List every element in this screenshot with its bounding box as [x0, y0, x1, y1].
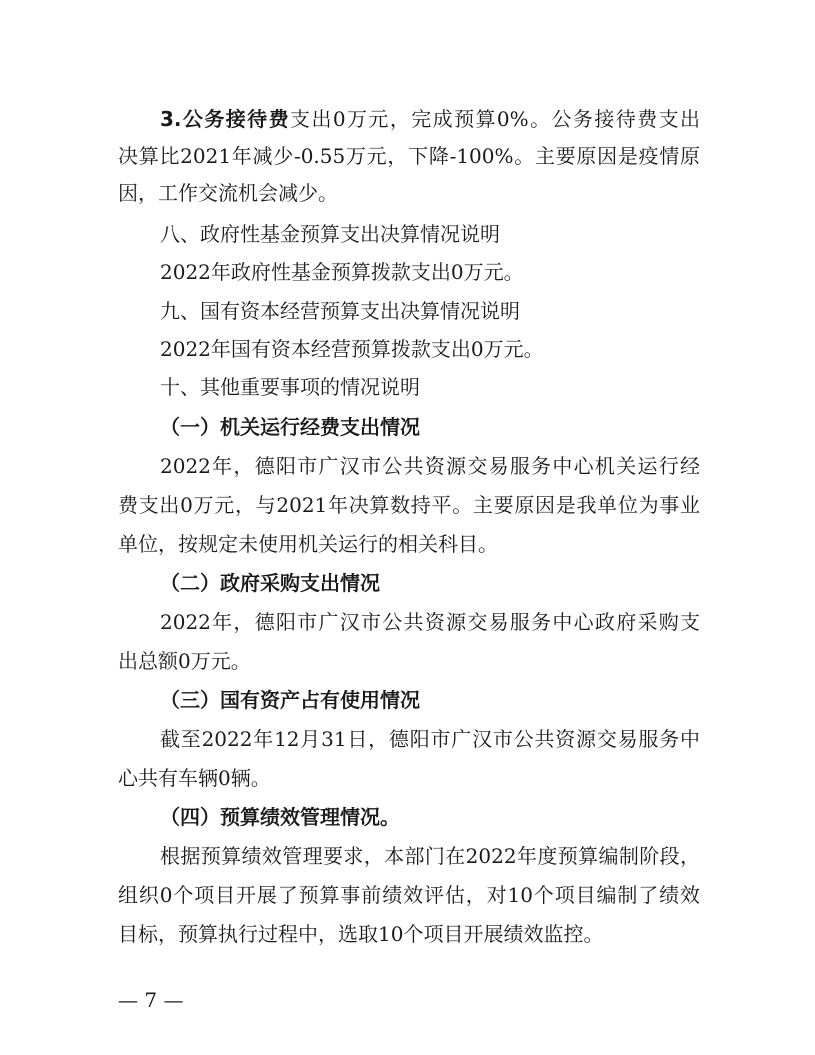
subsection-3-line-2: 心共有车辆0辆。: [118, 766, 271, 790]
subsection-heading-3: （三）国有资产占有使用情况: [160, 688, 420, 712]
section-heading-10: 十、其他重要事项的情况说明: [160, 375, 420, 399]
subsection-4-line-2: 组织0个项目开展了预算事前绩效评估，对10个项目编制了绩效: [118, 883, 700, 907]
subsection-heading-1: （一）机关运行经费支出情况: [160, 415, 420, 439]
subsection-heading-4: （四）预算绩效管理情况。: [160, 805, 400, 829]
section-9-text: 2022年国有资本经营预算拨款支出0万元。: [160, 337, 544, 361]
section-heading-9: 九、国有资本经营预算支出决算情况说明: [160, 299, 520, 323]
subsection-4-line-1: 根据预算绩效管理要求，本部门在2022年度预算编制阶段，: [160, 844, 700, 868]
subsection-heading-2: （二）政府采购支出情况: [160, 571, 380, 595]
subsection-3-line-1: 截至2022年12月31日，德阳市广汉市公共资源交易服务中: [160, 727, 700, 751]
subsection-2-line-2: 出总额0万元。: [118, 649, 251, 673]
section-8-text: 2022年政府性基金预算拨款支出0万元。: [160, 260, 524, 284]
section-heading-8: 八、政府性基金预算支出决算情况说明: [160, 222, 500, 246]
paragraph-reception-line-2: 决算比2021年减少-0.55万元，下降-100%。主要原因是疫情原: [118, 144, 700, 168]
paragraph-reception-line-3: 因，工作交流机会减少。: [118, 181, 338, 205]
subsection-1-line-1: 2022年，德阳市广汉市公共资源交易服务中心机关运行经: [160, 454, 700, 478]
subsection-1-line-3: 单位，按规定未使用机关运行的相关科目。: [118, 532, 498, 556]
paragraph-lead-bold: 3.公务接待费: [160, 107, 291, 131]
subsection-1-line-2: 费支出0万元，与2021年决算数持平。主要原因是我单位为事业: [118, 493, 700, 517]
paragraph-text: 支出0万元，完成预算0%。公务接待费支出: [290, 107, 700, 131]
paragraph-reception-line-1: [160, 101, 700, 137]
page-number: — 7 —: [118, 988, 184, 1012]
subsection-2-line-1: 2022年，德阳市广汉市公共资源交易服务中心政府采购支: [160, 610, 700, 634]
subsection-4-line-3: 目标，预算执行过程中，选取10个项目开展绩效监控。: [118, 922, 604, 946]
